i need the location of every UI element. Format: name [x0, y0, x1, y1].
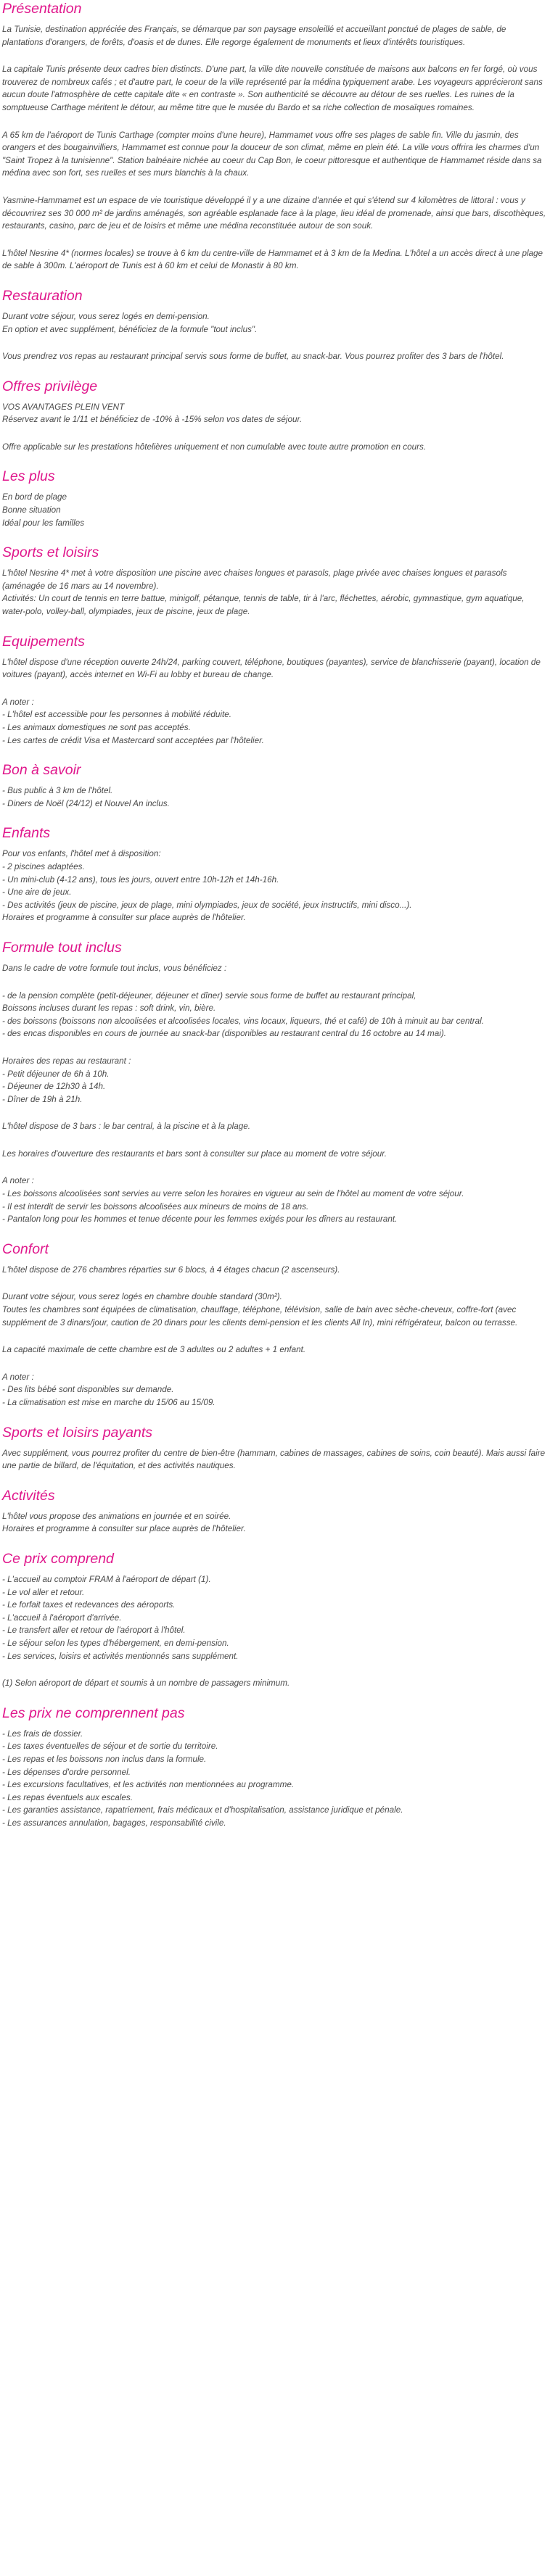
text-line: Durant votre séjour, vous serez logés en demi-pension.	[2, 311, 210, 321]
paragraph-block	[2, 1573, 547, 1662]
paragraph-block	[2, 784, 547, 810]
section	[2, 544, 547, 618]
paragraph-block	[2, 1371, 547, 1409]
text-line: - Un mini-club (4-12 ans), tous les jours, ouvert entre 10h-12h et 14h-16h.	[2, 874, 279, 885]
section	[2, 287, 547, 363]
section-heading: Les prix ne comprennent pas	[2, 1705, 185, 1721]
paragraph-block	[2, 441, 547, 454]
paragraph-block	[2, 1175, 547, 1225]
paragraph-block	[2, 990, 547, 1040]
paragraph-block	[2, 194, 547, 233]
text-line: Vous prendrez vos repas au restaurant principal servis sous forme de buffet, au snack-bar. Vous pourrez profiter des 3 bars de l'hôtel.	[2, 352, 504, 362]
text-line: Boissons incluses durant les repas : soft drink, vin, bière.	[2, 1003, 216, 1014]
text-line: L'hôtel dispose d'une réception ouverte 24h/24, parking couvert, téléphone, boutiques (payantes), service de blanchisserie (payant), location de voitures (payant), accès internet en Wi-Fi au lobby et bureau de change.	[2, 657, 541, 680]
text-line: - Le transfert aller et retour de l'aéroport à l'hôtel.	[2, 1625, 186, 1636]
paragraph-block	[2, 1343, 547, 1357]
text-line: - de la pension complète (petit-déjeuner, déjeuner et dîner) servie sous forme de buffet au restaurant principal,	[2, 990, 416, 1001]
text-line: Toutes les chambres sont équipées de climatisation, chauffage, téléphone, télévision, salle de bain avec sèche-cheveux, coffre-fort (avec supplément de 3 dinars/jour, caution de 20 dinars pour les clients demi-pension et les clients All In), mini réfrigérateur, balcon ou terrasse.	[2, 1305, 518, 1328]
text-line: A noter :	[2, 1176, 34, 1186]
section	[2, 0, 547, 273]
text-line: - Les animaux domestiques ne sont pas acceptés.	[2, 723, 191, 732]
section	[2, 939, 547, 1226]
paragraph-block	[2, 63, 547, 114]
paragraph-block	[2, 1291, 547, 1329]
text-line: L'hôtel Nesrine 4* (normes locales) se trouve à 6 km du centre-ville de Hammamet et à 3 km de la Medina. L'hôtel a un accès direct à une plage de sable à 300m. L'aéroport de Tunis est à 60 km et celui de Monastir à 80 km.	[2, 248, 543, 271]
text-line: - 2 piscines adaptées.	[2, 861, 85, 871]
text-line: Horaires et programme à consulter sur place auprès de l'hôtelier.	[2, 913, 246, 923]
text-line: - Déjeuner de 12h30 à 14h.	[2, 1082, 106, 1092]
section	[2, 761, 547, 810]
section	[2, 1705, 547, 1830]
text-line: - Le forfait taxes et redevances des aéroports.	[2, 1600, 176, 1610]
section-heading: Ce prix comprend	[2, 1550, 114, 1567]
text-line: En bord de plage	[2, 492, 67, 502]
paragraph-block	[2, 962, 547, 975]
paragraph-block	[2, 129, 547, 180]
text-line: Durant votre séjour, vous serez logés en chambre double standard (30m²).	[2, 1292, 282, 1302]
text-line: - Les cartes de crédit Visa et Mastercard sont acceptées par l'hôtelier.	[2, 735, 264, 745]
text-line: - Il est interdit de servir les boissons alcoolisées aux mineurs de moins de 18 ans.	[2, 1201, 309, 1212]
text-line: - Dîner de 19h à 21h.	[2, 1094, 83, 1104]
text-line: VOS AVANTAGES PLEIN VENT	[2, 402, 125, 412]
text-line: - Les taxes éventuelles de séjour et de sortie du territoire.	[2, 1742, 218, 1752]
text-line: - L'hôtel est accessible pour les personnes à mobilité réduite.	[2, 710, 232, 720]
section	[2, 1424, 547, 1473]
text-line: - Les boissons alcoolisées sont servies au verre selon les horaires en vigueur au sein de l'hôtel au moment de votre séjour.	[2, 1189, 464, 1199]
text-line: - Les repas éventuels aux escales.	[2, 1792, 133, 1802]
text-line: - Les assurances annulation, bagages, responsabilité civile.	[2, 1818, 226, 1828]
paragraph-block	[2, 1677, 547, 1690]
paragraph-block	[2, 1148, 547, 1161]
paragraph-block	[2, 23, 547, 49]
section-heading: Présentation	[2, 1, 82, 17]
section-heading: Offres privilège	[2, 378, 98, 394]
paragraph-block	[2, 310, 547, 336]
section	[2, 378, 547, 454]
section-heading: Equipements	[2, 633, 85, 650]
text-line: Avec supplément, vous pourrez profiter du centre de bien-être (hammam, cabines de massages, cabines de soins, coin beauté). Mais aussi faire une partie de billard, de l'équitation, et des activités nautiques.	[2, 1448, 546, 1471]
paragraph-block	[2, 1055, 547, 1106]
paragraph-block	[2, 1120, 547, 1133]
paragraph-block	[2, 247, 547, 273]
text-line: Yasmine-Hammamet est un espace de vie touristique développé il y a une dizaine d'année et qui s'étend sur 4 kilomètres de littoral : vous y découvrirez ses 30 000 m² de jardins aménagés, son agréable esplanade face à la plage, lieu idéal de promenade, ainsi que bars, discothèques, restaurants, casino, parc de jeu et de loisirs et même une médina reconstituée autour de son souk.	[2, 195, 546, 231]
section-heading: Enfants	[2, 825, 51, 842]
text-line: - Une aire de jeux.	[2, 887, 72, 898]
section	[2, 1487, 547, 1536]
section-heading: Sports et loisirs payants	[2, 1424, 153, 1441]
text-line: - Les repas et les boissons non inclus dans la formule.	[2, 1754, 207, 1764]
paragraph-block	[2, 491, 547, 529]
text-line: (1) Selon aéroport de départ et soumis à un nombre de passagers minimum.	[2, 1678, 290, 1689]
text-line: Bonne situation	[2, 505, 61, 515]
text-line: La Tunisie, destination appréciée des Français, se démarque par son paysage ensoleillé et accueillant ponctué de plages de sable, de plantations d'orangers, de forêts, d'oasis et de dunes. Elle regorge également de monuments et lieux d'intérêts touristiques.	[2, 25, 506, 47]
text-line: Horaires et programme à consulter sur place auprès de l'hôtelier.	[2, 1524, 246, 1534]
text-line: Horaires des repas au restaurant :	[2, 1056, 131, 1066]
section	[2, 1241, 547, 1409]
text-line: L'hôtel dispose de 3 bars : le bar central, à la piscine et à la plage.	[2, 1122, 251, 1132]
text-line: A noter :	[2, 1372, 34, 1382]
text-line: - La climatisation est mise en marche du 15/06 au 15/09.	[2, 1398, 216, 1407]
text-line: - des boissons (boissons non alcoolisées et alcoolisées locales, vins locaux, liqueurs, thé et café) de 10h à minuit au bar central.	[2, 1016, 484, 1026]
text-line: Pour vos enfants, l'hôtel met à disposition:	[2, 849, 161, 859]
paragraph-block	[2, 848, 547, 924]
section	[2, 824, 547, 924]
text-line: - Le vol aller et retour.	[2, 1587, 85, 1597]
text-line: Les horaires d'ouverture des restaurants et bars sont à consulter sur place au moment de votre séjour.	[2, 1148, 387, 1159]
text-line: - L'accueil au comptoir FRAM à l'aéroport de départ (1).	[2, 1574, 211, 1584]
text-line: L'hôtel vous propose des animations en journée et en soirée.	[2, 1511, 231, 1521]
paragraph-block	[2, 567, 547, 618]
paragraph-block	[2, 1447, 547, 1473]
text-line: En option et avec supplément, bénéficiez de la formule "tout inclus".	[2, 324, 258, 334]
text-line: La capitale Tunis présente deux cadres bien distincts. D'une part, la ville dite nouvelle constituée de maisons aux balcons en fer forgé, où vous trouverez de nombreux cafés ; et d'autre part, le coeur de la ville représenté par la médina typiquement arabe. Les voyageurs apprécieront sans aucun doute l'atmosphère de cette capitale dite « en contraste ». Son authenticité se découvre au détour de ses ruelles. Les ruines de la somptueuse Carthage méritent le détour, au même titre que le musée du Bardo et sa riche collection de mosaïques romaines.	[2, 65, 543, 112]
paragraph-block	[2, 696, 547, 747]
text-line: - Bus public à 3 km de l'hôtel.	[2, 786, 113, 796]
text-line: - Les garanties assistance, rapatriement, frais médicaux et d'hospitalisation, assistance juridique et pénale.	[2, 1805, 403, 1815]
text-line: L'hôtel Nesrine 4* met à votre disposition une piscine avec chaises longues et parasols, plage privée avec chaises longues et parasols (aménagée de 16 mars au 14 novembre).	[2, 568, 507, 591]
text-line: - Le séjour selon les types d'hébergement, en demi-pension.	[2, 1638, 229, 1648]
paragraph-block	[2, 1510, 547, 1536]
text-line: Réservez avant le 1/11 et bénéficiez de -10% à -15% selon vos dates de séjour.	[2, 415, 303, 425]
paragraph-block	[2, 350, 547, 363]
text-line: - Petit déjeuner de 6h à 10h.	[2, 1069, 110, 1079]
text-line: L'hôtel dispose de 276 chambres réparties sur 6 blocs, à 4 étages chacun (2 ascenseurs).	[2, 1264, 340, 1275]
section-heading: Confort	[2, 1241, 49, 1257]
text-line: - Des lits bébé sont disponibles sur demande.	[2, 1385, 174, 1395]
text-line: - Pantalon long pour les hommes et tenue décente pour les femmes exigés pour les dîners au restaurant.	[2, 1214, 398, 1225]
paragraph-block	[2, 656, 547, 682]
paragraph-block	[2, 1264, 547, 1277]
section	[2, 633, 547, 747]
section	[2, 1550, 547, 1690]
section-heading: Formule tout inclus	[2, 939, 122, 956]
section-heading: Bon à savoir	[2, 762, 81, 779]
text-line: Idéal pour les familles	[2, 518, 85, 528]
text-line: A 65 km de l'aéroport de Tunis Carthage (compter moins d'une heure), Hammamet vous offre ses plages de sable fin. Ville du jasmin, des orangers et des bougainvilliers, Hammamet est connue pour la douceur de son climat, même en plein été. La ville vous offrira les charmes d'un "Saint Tropez à la tunisienne". Station balnéaire nichée au coeur du Cap Bon, le coeur pittoresque et authentique de Hammamet réside dans sa médina avec son fort, ses ruelles et ses murs blanchis à la chaux.	[2, 130, 542, 178]
section	[2, 468, 547, 529]
text-line: - Diners de Noël (24/12) et Nouvel An inclus.	[2, 798, 170, 808]
text-line: Activités: Un court de tennis en terre battue, minigolf, pétanque, tennis de table, tir à l'arc, fléchettes, aérobic, gymnastique, gym aquatique, water-polo, volley-ball, olympiades, jeux de piscine, jeux de plage.	[2, 594, 525, 617]
section-heading: Restauration	[2, 287, 83, 304]
section-heading: Sports et loisirs	[2, 544, 99, 561]
text-line: La capacité maximale de cette chambre est de 3 adultes ou 2 adultes + 1 enfant.	[2, 1345, 306, 1355]
paragraph-block	[2, 1728, 547, 1830]
section-heading: Les plus	[2, 468, 55, 485]
text-line: - Des activités (jeux de piscine, jeux de plage, mini olympiades, jeux de société, jeux instructifs, mini disco...).	[2, 900, 412, 910]
paragraph-block	[2, 401, 547, 426]
text-line: Offre applicable sur les prestations hôtelières uniquement et non cumulable avec toute autre promotion en cours.	[2, 442, 427, 452]
text-line: Dans le cadre de votre formule tout inclus, vous bénéficiez :	[2, 963, 227, 973]
section-heading: Activités	[2, 1487, 55, 1504]
text-line: A noter :	[2, 697, 34, 707]
text-line: - des encas disponibles en cours de journée au snack-bar (disponibles au restaurant central du 16 octobre au 14 mai).	[2, 1029, 447, 1039]
text-line: - Les excursions facultatives, et les activités non mentionnées au programme.	[2, 1780, 295, 1790]
text-line: - Les services, loisirs et activités mentionnés sans supplément.	[2, 1651, 239, 1661]
text-line: - L'accueil à l'aéroport d'arrivée.	[2, 1612, 122, 1623]
text-line: - Les dépenses d'ordre personnel.	[2, 1767, 131, 1777]
text-line: - Les frais de dossier.	[2, 1728, 83, 1739]
